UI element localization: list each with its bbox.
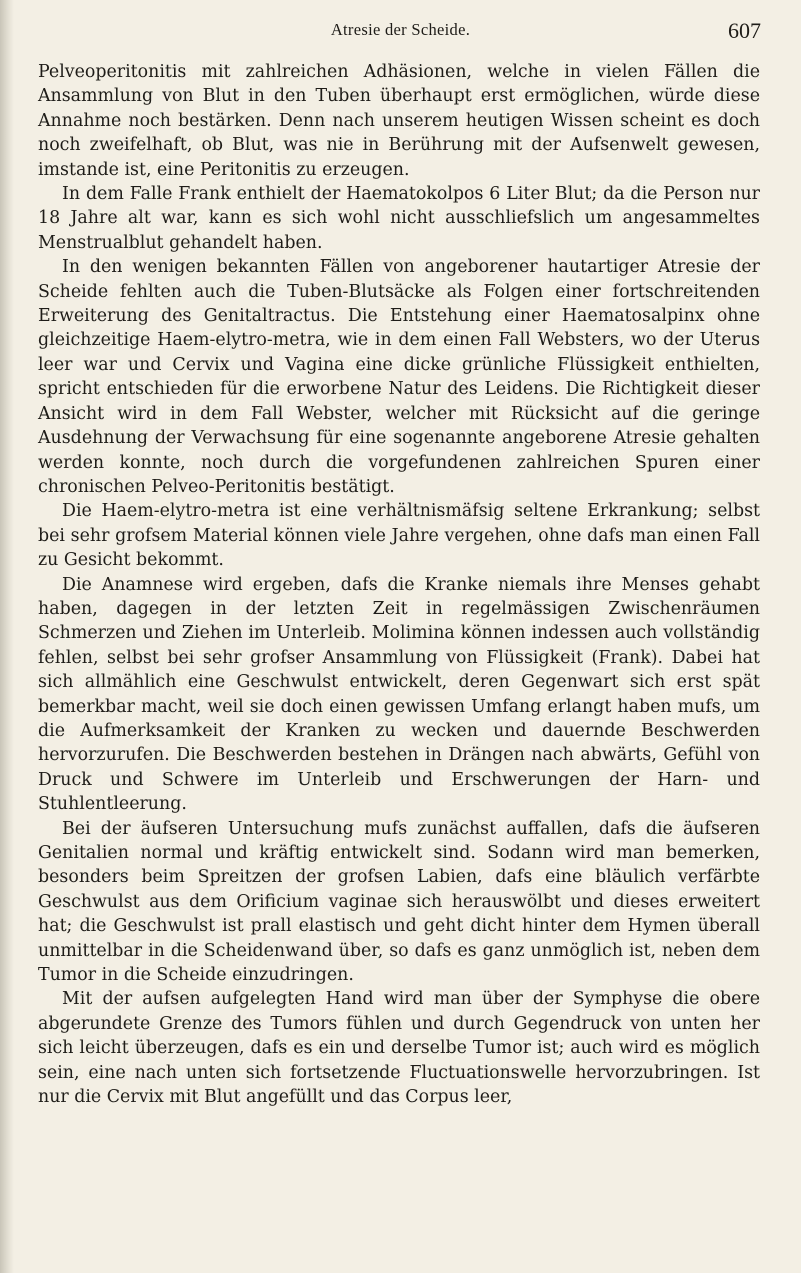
page-header — [0, 12, 801, 52]
paragraph: Mit der aufsen aufgelegten Hand wird man über der Symphyse die obere abgerundete Grenze des Tumors fühlen und durch Gegendruck von unten her sich leicht überzeugen, dafs es ein und derselbe Tumor ist; auch wird es möglich sein, eine nach unten sich fortsetzende Fluctuationswelle hervorzubringen. Ist nur die Cervix mit Blut angefüllt und das Corpus leer, — [38, 989, 760, 1108]
paragraph: Pelveoperitonitis mit zahlreichen Adhäsionen, welche in vielen Fällen die Ansammlung von Blut in den Tuben überhaupt erst ermöglichen, würde diese Annahme noch bestärken. Denn nach unserem heutigen Wissen scheint es doch noch zweifelhaft, ob Blut, was nie in Berührung mit der Aufsenwelt gewesen, imstande ist, eine Peritonitis zu erzeugen. — [38, 62, 760, 180]
paragraph: In dem Falle Frank enthielt der Haematokolpos 6 Liter Blut; da die Person nur 18 Jahre alt war, kann es sich wohl nicht ausschliefslich um angesammeltes Menstrualblut gehandelt haben. — [38, 184, 760, 253]
body-text — [38, 60, 760, 1109]
page-number: 607 — [728, 18, 761, 43]
paragraph: In den wenigen bekannten Fällen von angeborener hautartiger Atresie der Scheide fehlten auch die Tuben-Blutsäcke als Folgen einer fortschreitenden Erweiterung des Genitaltractus. Die Entstehung einer Haematosalpinx ohne gleichzeitige Haem-elytro-metra, wie in dem einen Fall Websters, wo der Uterus leer war und Cervix und Vagina eine dicke grünliche Flüssigkeit enthielten, spricht entschieden für die erworbene Natur des Leidens. Die Richtigkeit dieser Ansicht wird in dem Fall Webster, welcher mit Rücksicht auf die geringe Ausdehnung der Verwachsung für eine sogenannte angeborene Atresie gehalten werden konnte, noch durch die vorgefundenen zahlreichen Spuren einer chronischen Pelveo-Peritonitis bestätigt. — [38, 257, 760, 497]
paragraph: Die Anamnese wird ergeben, dafs die Kranke niemals ihre Menses gehabt haben, dagegen in der letzten Zeit in regelmässigen Zwischenräumen Schmerzen und Ziehen im Unterleib. Molimina können indessen auch vollständig fehlen, selbst bei sehr grofser Ansammlung von Flüssigkeit (Frank). Dabei hat sich allmählich eine Geschwulst entwickelt, deren Gegenwart sich erst spät bemerkbar macht, weil sie doch einen gewissen Umfang erlangt haben mufs, um die Aufmerksamkeit der Kranken zu wecken und dauernde Beschwerden hervorzurufen. Die Beschwerden bestehen in Drängen nach abwärts, Gefühl von Druck und Schwere im Unterleib und Erschwerungen der Harn- und Stuhlentleerung. — [38, 574, 760, 815]
page-binding-shadow — [0, 0, 14, 1273]
paragraph: Bei der äufseren Untersuchung mufs zunächst auffallen, dafs die äufseren Genitalien normal und kräftig entwickelt sind. Sodann wird man bemerken, besonders beim Spreitzen der grofsen Labien, dafs eine bläulich verfärbte Geschwulst aus dem Orificium vaginae sich herauswölbt und dieses erweitert hat; die Geschwulst ist prall elastisch und geht dicht hinter dem Hymen überall unmittelbar in die Scheidenwand über, so dafs es ganz unmöglich ist, neben dem Tumor in die Scheide einzudringen. — [38, 818, 760, 986]
running-title: Atresie der Scheide. — [330, 20, 471, 39]
paragraph: Die Haem-elytro-metra ist eine verhältnismäfsig seltene Erkrankung; selbst bei sehr grofsem Material können viele Jahre vergehen, ohne dafs man einen Fall zu Gesicht bekommt. — [38, 501, 760, 571]
